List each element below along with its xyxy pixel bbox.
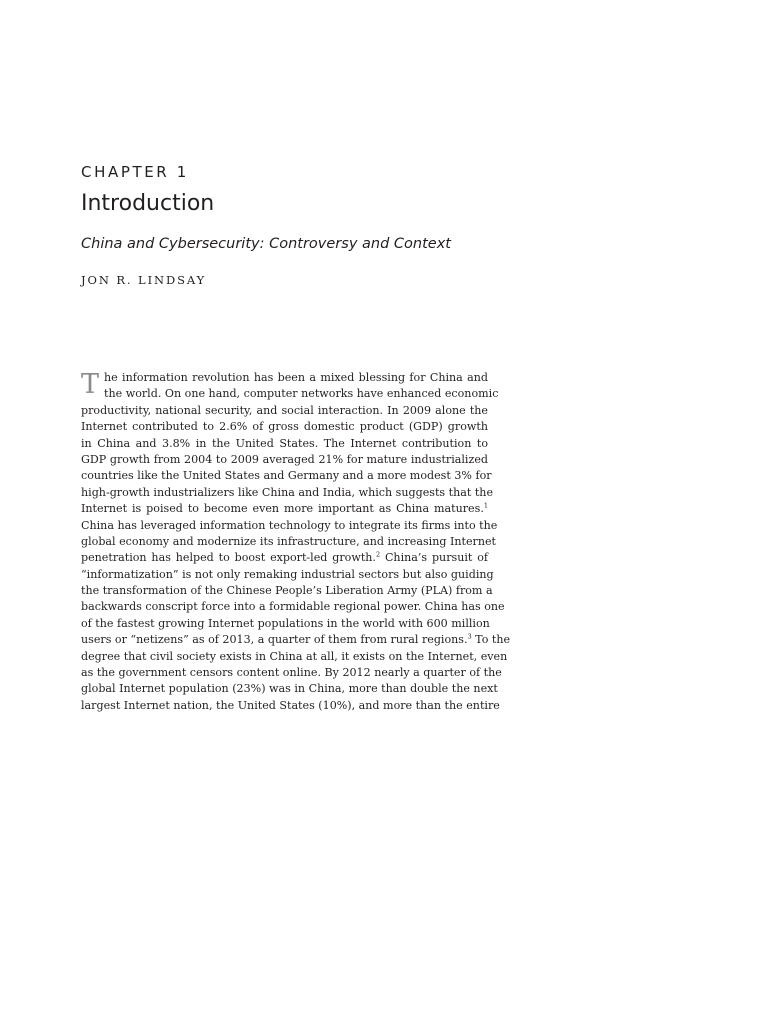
body-line: degree that civil society exists in China at all, it exists on the Internet, even — [81, 649, 508, 663]
body-line-text: penetration has helped to boost export-led growth. — [81, 551, 376, 565]
body-line: high-growth industrializers like China and India, which suggests that the — [81, 485, 494, 499]
footnote-marker: 1 — [483, 501, 488, 510]
body-paragraph — [81, 369, 511, 714]
body-line: the world. On one hand, computer networks have enhanced economic — [104, 387, 499, 401]
author-name: JON R. LINDSAY — [81, 273, 207, 287]
body-line: largest Internet nation, the United States (10%), and more than the entire — [81, 698, 500, 712]
body-line-text: China’s pursuit of — [380, 551, 488, 565]
body-line-text: users or “netizens” as of 2013, a quarter of them from rural regions. — [81, 633, 468, 647]
body-line: as the government censors content online. By 2012 nearly a quarter of the — [81, 666, 502, 680]
body-line: of the fastest growing Internet populations in the world with 600 million — [81, 616, 490, 630]
footnote-marker: 3 — [467, 632, 472, 641]
body-line — [81, 501, 488, 517]
body-line: global economy and modernize its infrastructure, and increasing Internet — [81, 534, 496, 548]
chapter-title: Introduction — [81, 191, 215, 216]
body-line: Internet contributed to 2.6% of gross domestic product (GDP) growth — [81, 420, 488, 434]
footnote-marker: 2 — [375, 550, 381, 559]
body-line-text: he information revolution has been a mixed blessing for China and — [104, 371, 488, 384]
body-line: productivity, national security, and social interaction. In 2009 alone the — [81, 403, 488, 417]
body-line: the transformation of the Chinese People’s Liberation Army (PLA) from a — [81, 584, 493, 598]
body-line — [81, 550, 488, 566]
body-line-text: Internet is poised to become even more important as China matures. — [81, 502, 484, 516]
body-line: in China and 3.8% in the United States. The Internet contribution to — [81, 436, 488, 450]
body-line: backwards conscript force into a formidable regional power. China has one — [81, 600, 505, 614]
drop-cap: T — [81, 369, 100, 400]
body-line: GDP growth from 2004 to 2009 averaged 21% for mature industrialized — [81, 452, 488, 466]
chapter-subtitle: China and Cybersecurity: Controversy and Context — [81, 236, 451, 252]
body-line: “informatization” is not only remaking industrial sectors but also guiding — [81, 567, 494, 581]
body-line-text: To the — [471, 633, 511, 647]
chapter-label: CHAPTER 1 — [81, 163, 189, 181]
body-line: China has leveraged information technology to integrate its firms into the — [81, 518, 498, 532]
body-line — [81, 632, 511, 648]
body-line: global Internet population (23%) was in China, more than double the next — [81, 682, 498, 696]
body-line: countries like the United States and Germany and a more modest 3% for — [81, 469, 492, 483]
